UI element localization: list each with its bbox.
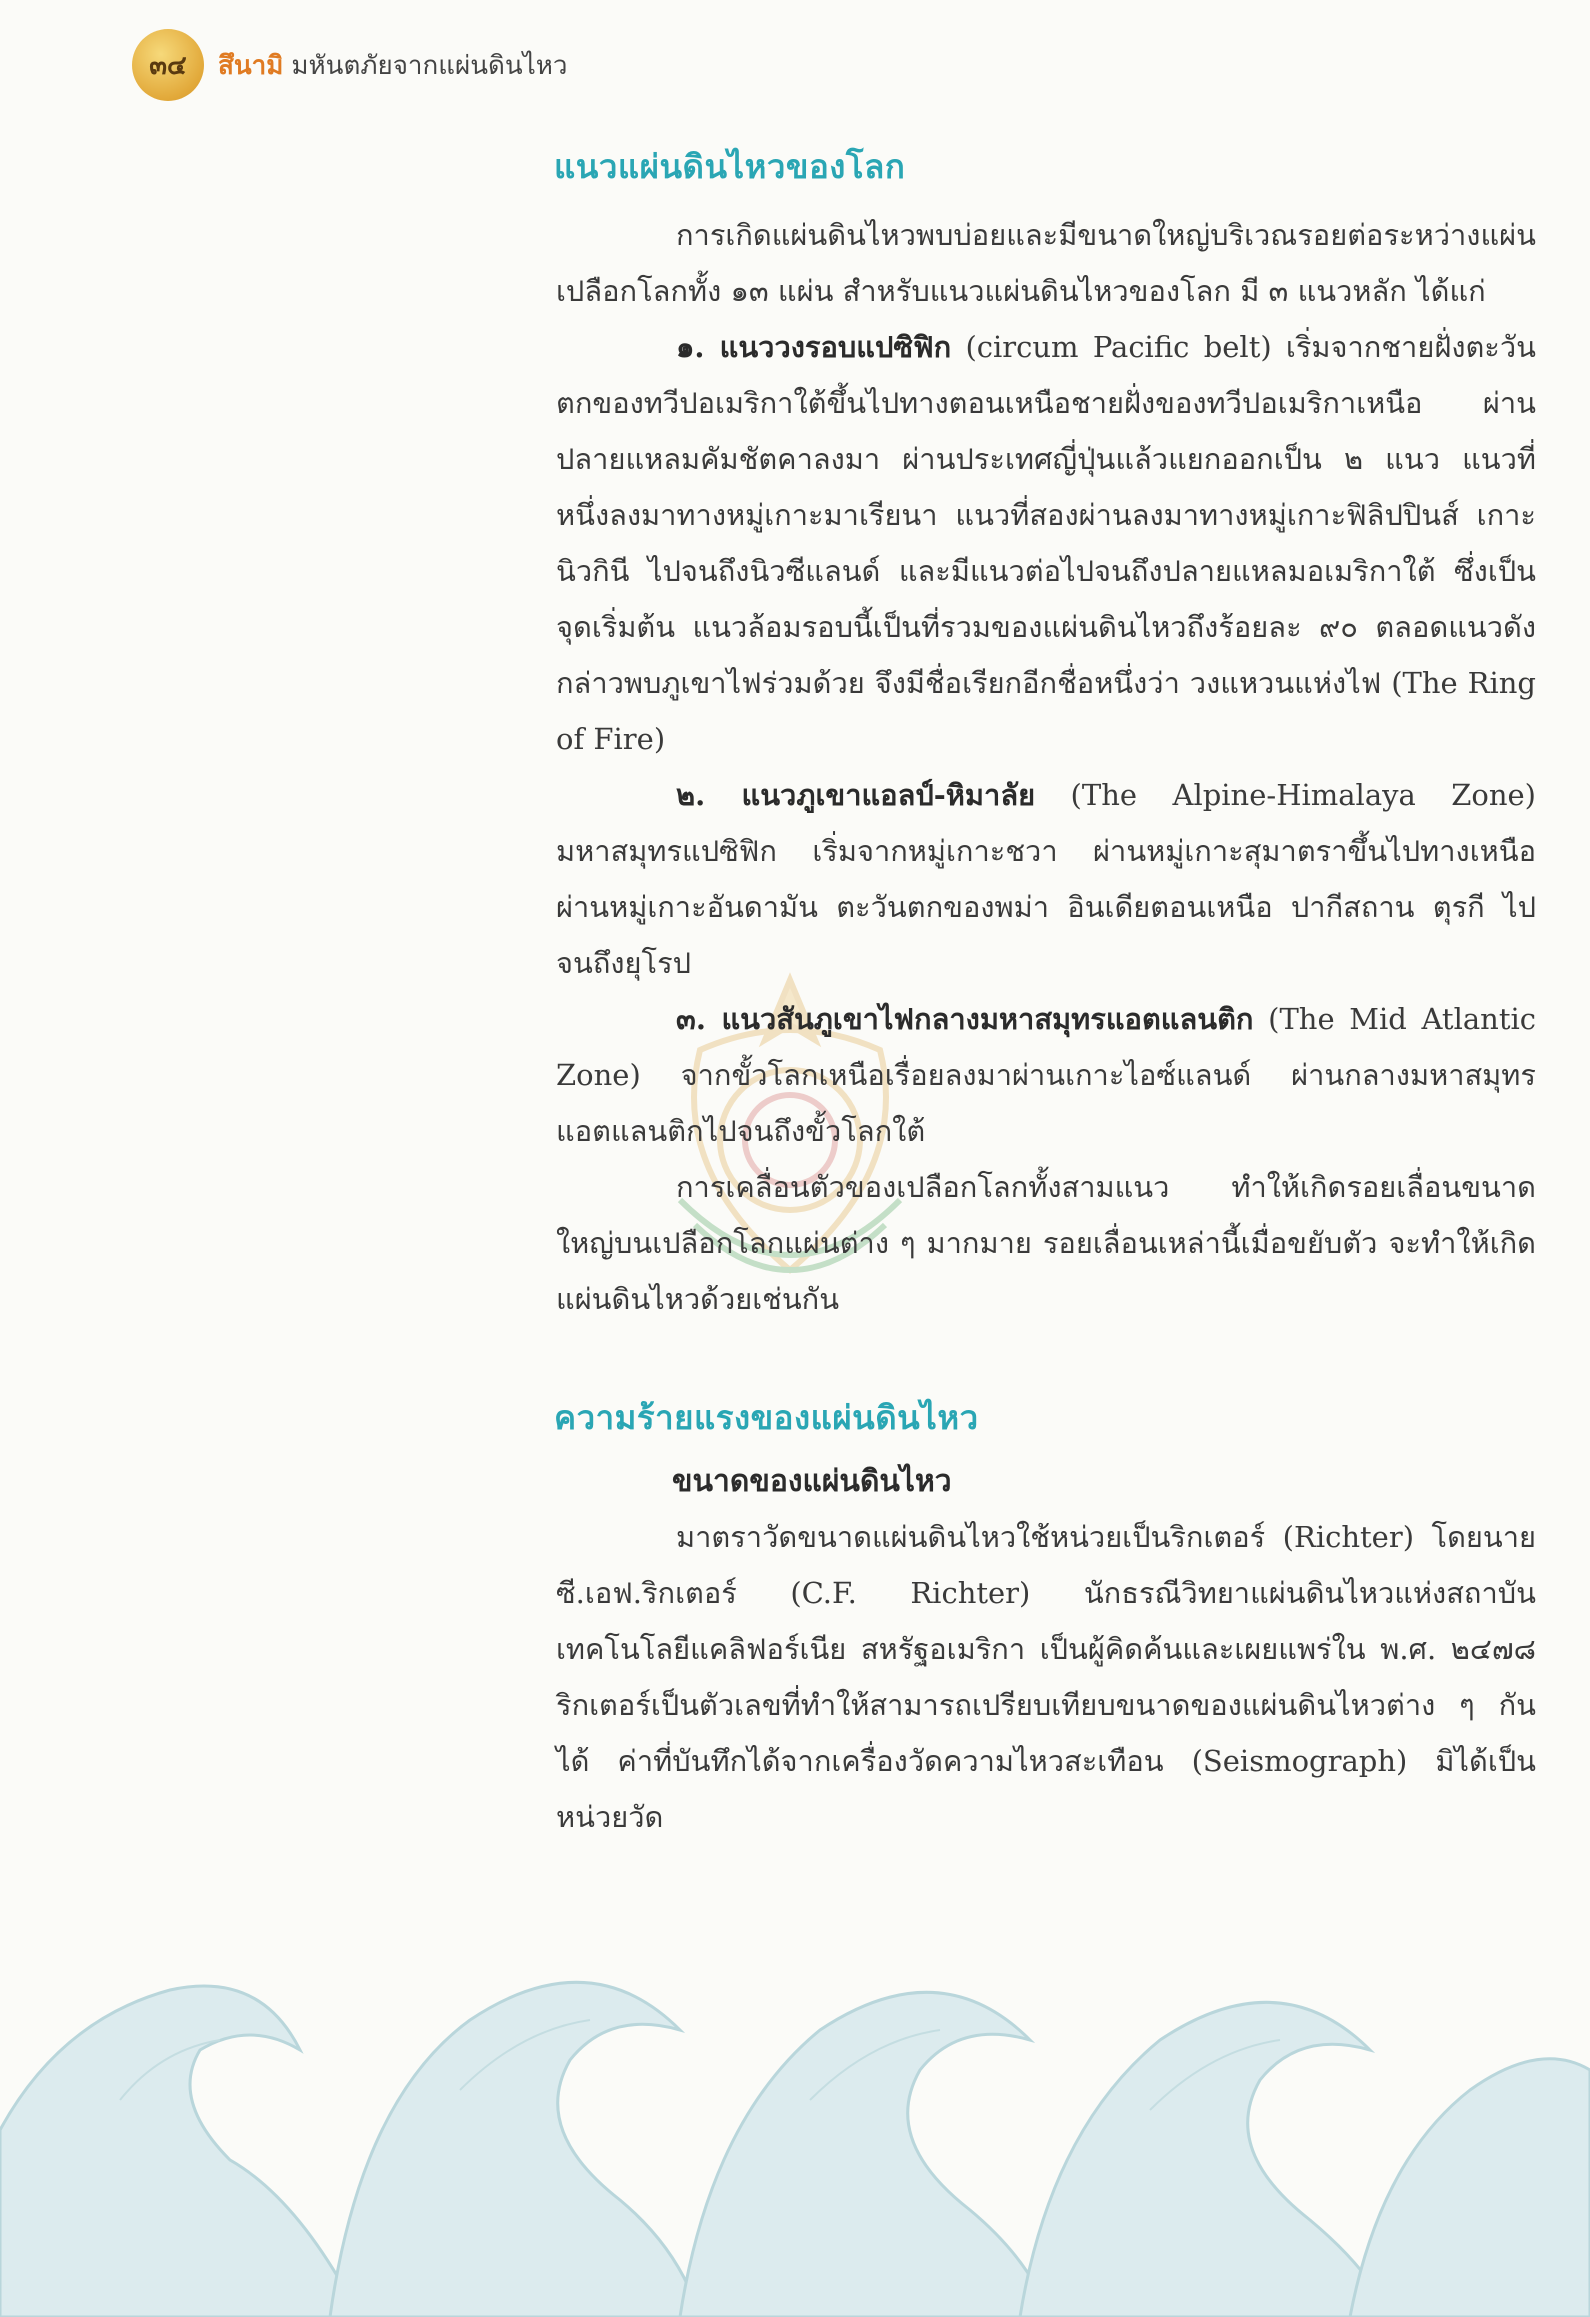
belt-item-3-body: (The Mid Atlantic Zone) จากขั้วโลกเหนือเรื่อยลงมาผ่านเกาะไอซ์แลนด์ ผ่านกลางมหาสมุทรแอตแลนติกไปจนถึงขั้วโลกใต้ (556, 1002, 1536, 1148)
closing-paragraph (556, 1159, 1536, 1327)
belt-item-2-body: (The Alpine-Himalaya Zone) มหาสมุทรแปซิฟิก เริ่มจากหมู่เกาะชวา ผ่านหมู่เกาะสุมาตราขึ้นไปทางเหนือ ผ่านหมู่เกาะอันดามัน ตะวันตกของพม่า อินเดียตอนเหนือ ปากีสถาน ตุรกี ไปจนถึงยุโรป (556, 778, 1536, 980)
running-title (218, 45, 568, 86)
magnitude-text: มาตราวัดขนาดแผ่นดินไหวใช้หน่วยเป็นริกเตอร์ (Richter) โดยนาย ซี.เอฟ.ริกเตอร์ (C.F. Richter) นักธรณีวิทยาแผ่นดินไหวแห่งสถาบันเทคโนโลยีแคลิฟอร์เนีย สหรัฐอเมริกา เป็นผู้คิดค้นและเผยแพร่ใน พ.ศ. ๒๔๗๘ ริกเตอร์เป็นตัวเลขที่ทำให้สามารถเปรียบเทียบขนาดของแผ่นดินไหวต่าง ๆ กันได้ ค่าที่บันทึกได้จากเครื่องวัดความไหวสะเทือน (Seismograph) มิได้เป็นหน่วยวัด (556, 1520, 1536, 1834)
belt-item-1 (556, 319, 1536, 767)
intro-text: การเกิดแผ่นดินไหวพบบ่อยและมีขนาดใหญ่บริเวณรอยต่อระหว่างแผ่นเปลือกโลกทั้ง ๑๓ แผ่น สำหรับแนวแผ่นดินไหวของโลก มี ๓ แนวหลัก ได้แก่ (556, 218, 1536, 308)
subsection-title-magnitude: ขนาดของแผ่นดินไหว (672, 1464, 952, 1499)
wave-illustration (0, 1900, 1590, 2317)
page-header (132, 30, 568, 100)
section-title-earthquake-severity: ความร้ายแรงของแผ่นดินไหว (554, 1398, 979, 1437)
section-title-earthquake-belts: แนวแผ่นดินไหวของโลก (554, 147, 906, 186)
page-number: ๓๔ (149, 50, 187, 81)
closing-text: การเคลื่อนตัวของเปลือกโลกทั้งสามแนว ทำให้เกิดรอยเลื่อนขนาดใหญ่บนเปลือกโลกแผ่นต่าง ๆ มากมาย รอยเลื่อนเหล่านี้เมื่อขยับตัว จะทำให้เกิดแผ่นดินไหวด้วยเช่นกัน (556, 1170, 1536, 1316)
belt-item-1-heading: ๑. แนววงรอบแปซิฟิก (676, 330, 952, 364)
belt-item-2-heading: ๒. แนวภูเขาแอลป์-หิมาลัย (676, 778, 1036, 812)
running-title-text: มหันตภัยจากแผ่นดินไหว (291, 50, 568, 81)
magnitude-paragraph (556, 1509, 1536, 1845)
belt-item-3 (556, 991, 1536, 1159)
belt-item-3-heading: ๓. แนวสันภูเขาไฟกลางมหาสมุทรแอตแลนติก (676, 1002, 1254, 1036)
belt-item-2 (556, 767, 1536, 991)
belt-item-1-body: (circum Pacific belt) เริ่มจากชายฝั่งตะวันตกของทวีปอเมริกาใต้ขึ้นไปทางตอนเหนือชายฝั่งของทวีปอเมริกาเหนือ ผ่านปลายแหลมคัมชัตคาลงมา ผ่านประเทศญี่ปุ่นแล้วแยกออกเป็น ๒ แนว แนวที่หนึ่งลงมาทางหมู่เกาะมาเรียนา แนวที่สองผ่านลงมาทางหมู่เกาะฟิลิปปินส์ เกาะนิวกินี ไปจนถึงนิวซีแลนด์ และมีแนวต่อไปจนถึงปลายแหลมอเมริกาใต้ ซึ่งเป็นจุดเริ่มต้น แนวล้อมรอบนี้เป็นที่รวมของแผ่นดินไหวถึงร้อยละ ๙๐ ตลอดแนวดังกล่าวพบภูเขาไฟร่วมด้วย จึงมีชื่อเรียกอีกชื่อหนึ่งว่า วงแหวนแห่งไฟ (The Ring of Fire) (556, 330, 1536, 756)
page-number-badge (132, 29, 204, 101)
running-title-brand: สึนามิ (218, 50, 284, 81)
page-content (556, 140, 1536, 1845)
intro-paragraph (556, 207, 1536, 319)
